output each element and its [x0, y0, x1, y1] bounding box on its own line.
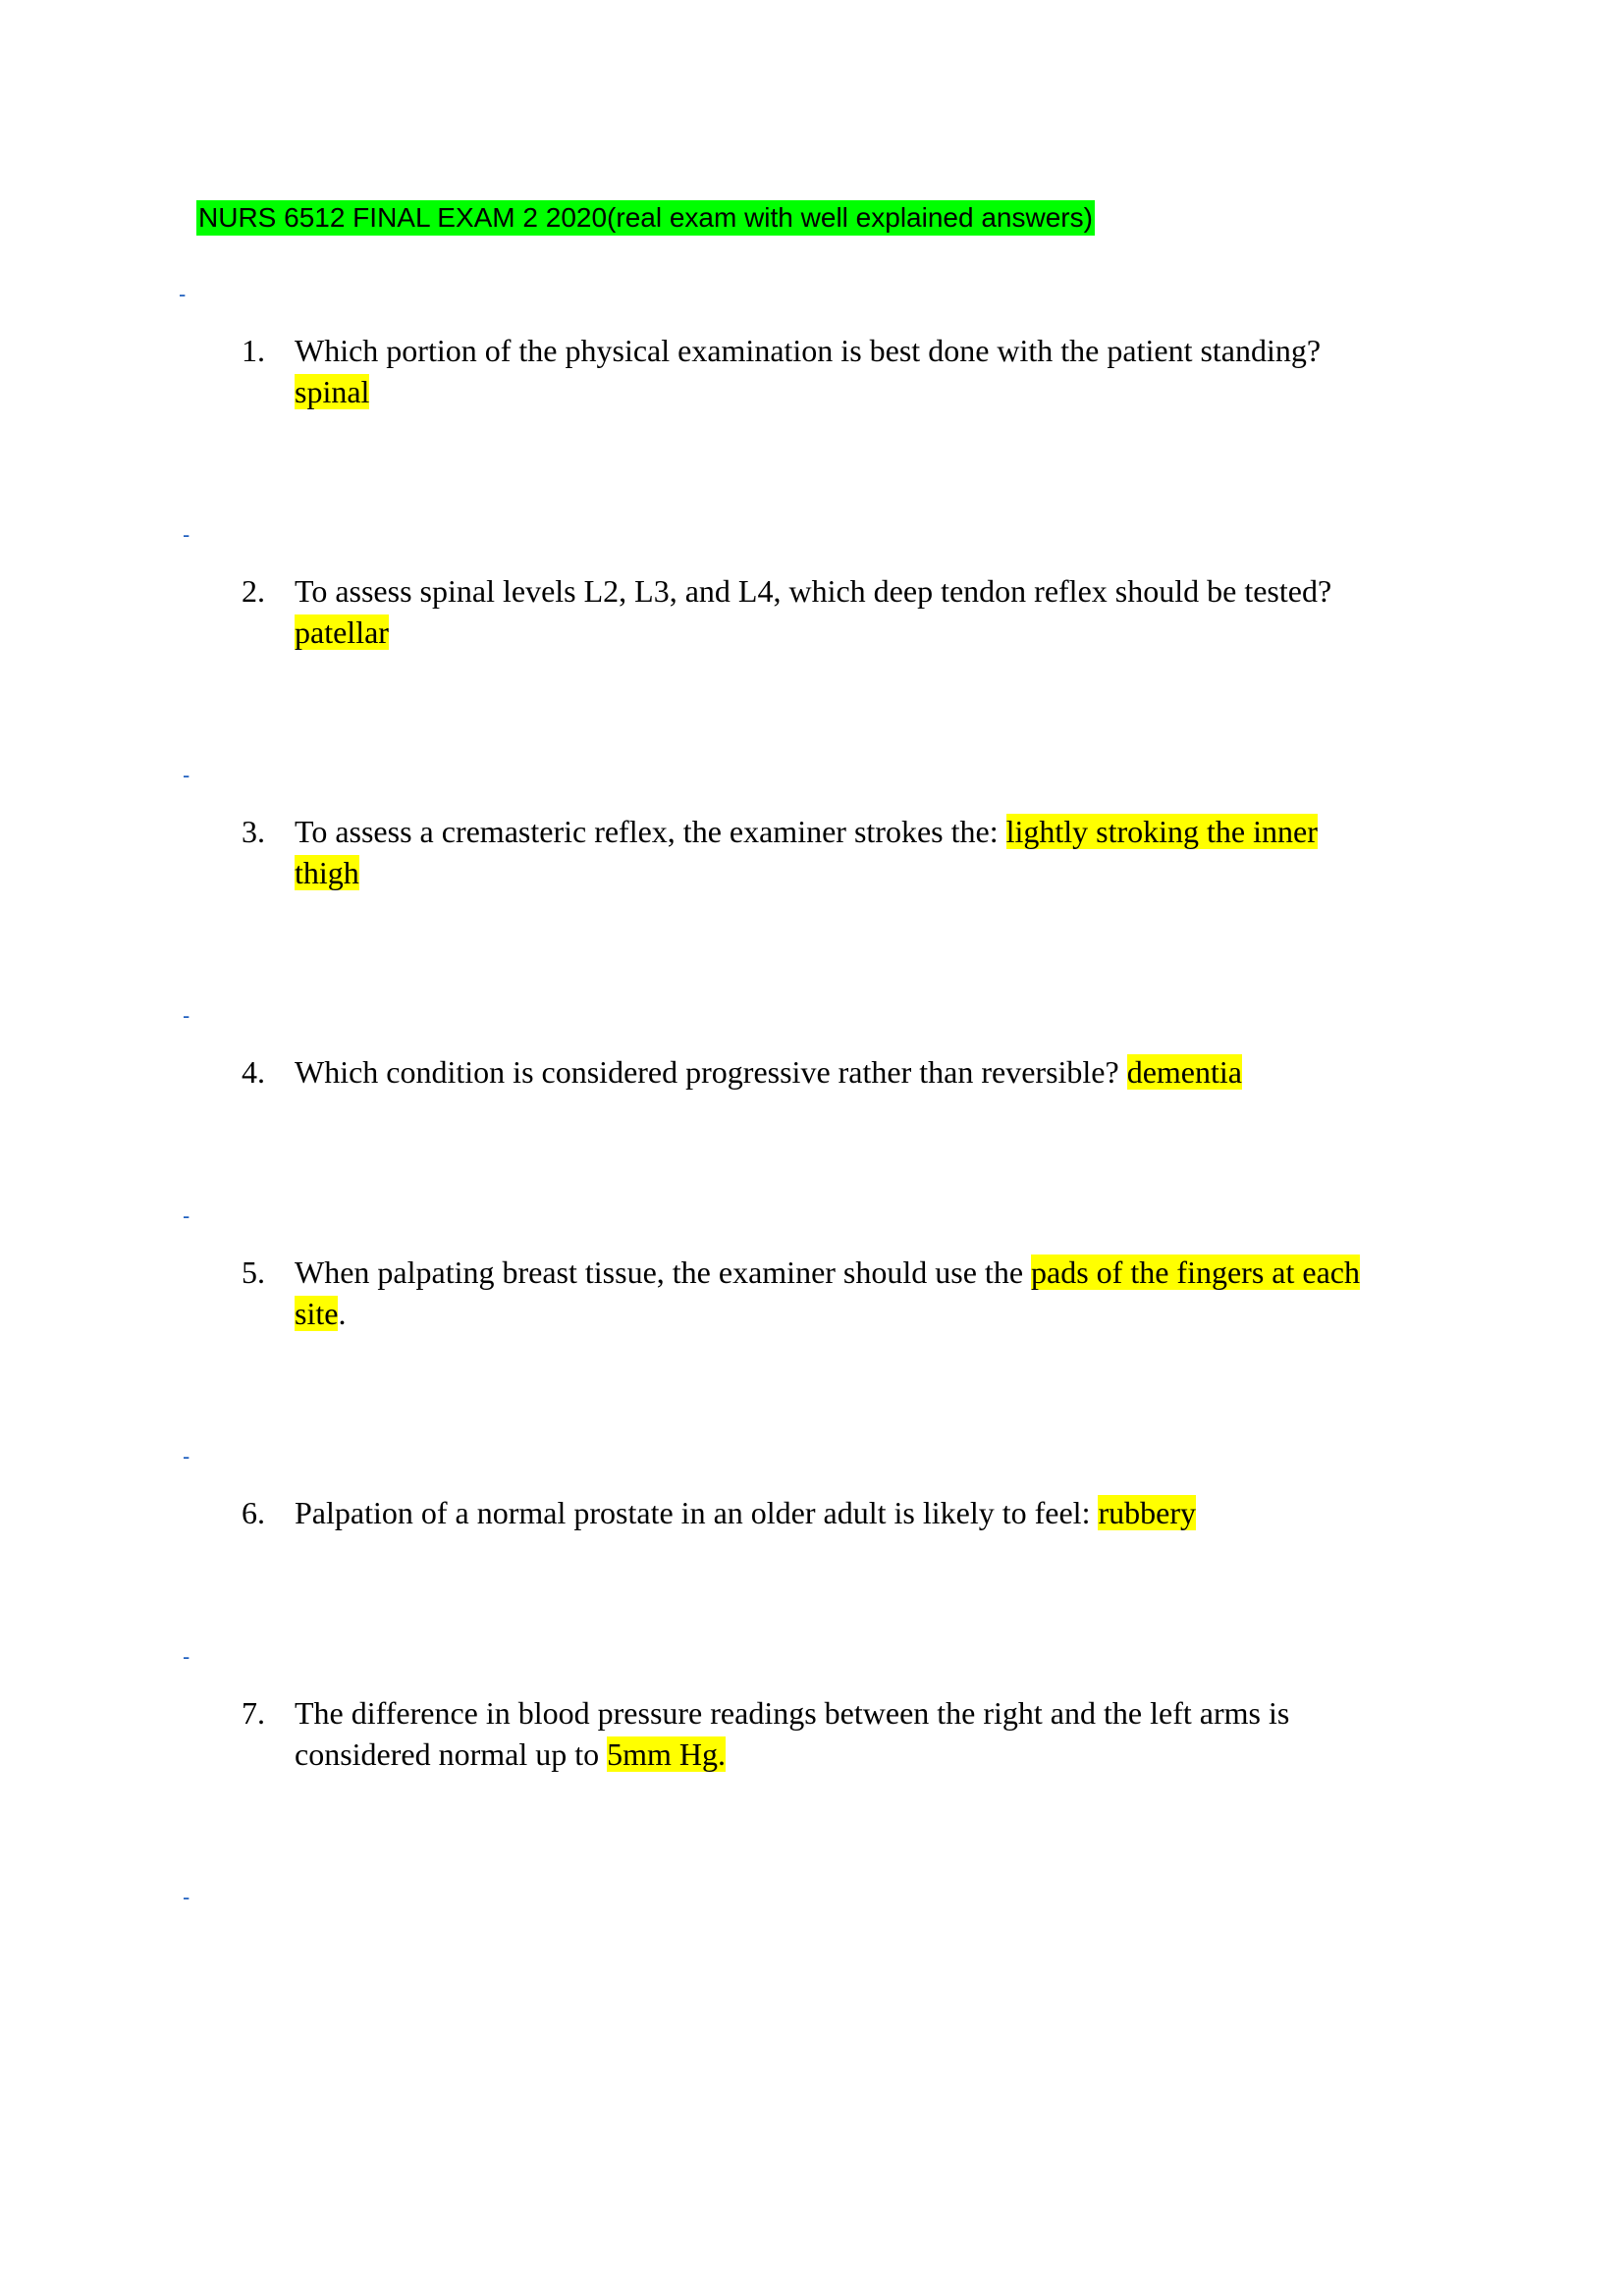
- separator-dash: -: [183, 1885, 190, 1909]
- question-text: To assess a cremasteric reflex, the examiner strokes the:: [295, 814, 999, 849]
- question-text: Which condition is considered progressive rather than reversible?: [295, 1054, 1119, 1090]
- answer-highlight: dementia: [1126, 1054, 1242, 1090]
- question-item: [242, 1051, 1420, 1093]
- question-body: [295, 1051, 1420, 1093]
- separator-dash: -: [179, 282, 187, 306]
- question-body: [295, 1692, 1420, 1775]
- question-text: Palpation of a normal prostate in an older adult is likely to feel:: [295, 1495, 1091, 1530]
- answer-highlight: pads of the fingers at each: [1031, 1255, 1360, 1290]
- question-text: When palpating breast tissue, the examiner should use the: [295, 1255, 1024, 1290]
- answer-highlight: 5mm Hg.: [607, 1736, 727, 1772]
- separator-dash: -: [183, 763, 190, 787]
- separator-dash: -: [183, 522, 190, 547]
- question-text: The difference in blood pressure readings between the right and the left arms is: [295, 1695, 1290, 1731]
- question-item: [242, 811, 1420, 893]
- question-text: To assess spinal levels L2, L3, and L4, which deep tendon reflex should be tested?: [295, 573, 1332, 609]
- question-body: [295, 1492, 1420, 1533]
- question-body: [295, 570, 1420, 653]
- answer-highlight: site: [295, 1296, 339, 1331]
- separator-dash: -: [183, 1203, 190, 1228]
- answer-highlight: spinal: [295, 374, 370, 409]
- question-number: 6.: [242, 1495, 265, 1530]
- separator-dash: -: [183, 1644, 190, 1669]
- document-title: NURS 6512 FINAL EXAM 2 2020(real exam with well explained answers): [196, 200, 1095, 236]
- separator-dash: -: [183, 1444, 190, 1468]
- separator-dash: -: [183, 1003, 190, 1028]
- question-text: Which portion of the physical examination is best done with the patient standing?: [295, 333, 1322, 368]
- question-body: [295, 1252, 1420, 1334]
- question-body: [295, 330, 1420, 412]
- answer-highlight: rubbery: [1098, 1495, 1196, 1530]
- question-number: 7.: [242, 1695, 265, 1731]
- answer-suffix: .: [338, 1296, 347, 1331]
- answer-highlight: patellar: [295, 614, 389, 650]
- question-number: 3.: [242, 814, 265, 849]
- question-number: 1.: [242, 333, 265, 368]
- answer-highlight: thigh: [295, 855, 359, 890]
- question-item: [242, 570, 1420, 653]
- question-body: [295, 811, 1420, 893]
- question-item: [242, 330, 1420, 412]
- question-item: [242, 1692, 1420, 1775]
- question-text: considered normal up to: [295, 1736, 600, 1772]
- question-item: [242, 1252, 1420, 1334]
- question-item: [242, 1492, 1420, 1533]
- answer-highlight: lightly stroking the inner: [1005, 814, 1318, 849]
- question-number: 5.: [242, 1255, 265, 1290]
- question-number: 2.: [242, 573, 265, 609]
- question-number: 4.: [242, 1054, 265, 1090]
